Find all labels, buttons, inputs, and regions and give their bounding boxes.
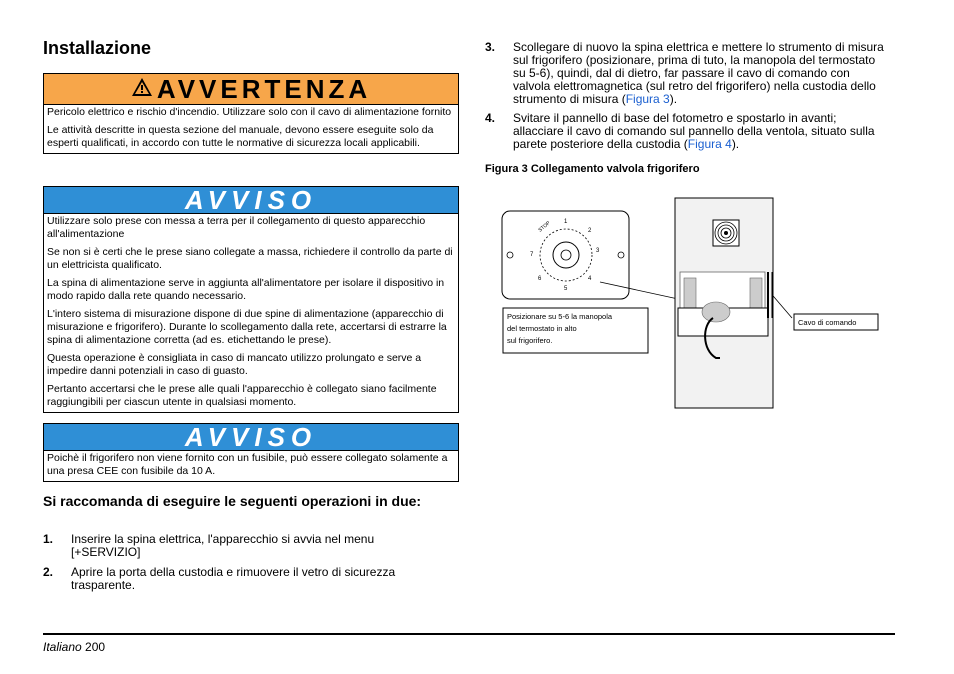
dial-number: 5 xyxy=(564,286,568,292)
notice-title: AVVISO xyxy=(184,421,318,452)
notice-header xyxy=(44,421,458,452)
notice-body xyxy=(44,214,458,412)
notice-paragraph: La spina di alimentazione serve in aggiunta all'alimentatore per isolare il dispositivo in modo rapido dalla rete quando necessario. xyxy=(47,277,445,302)
step-number: 1. xyxy=(43,532,54,546)
notice-paragraph: Poichè il frigorifero non viene fornito con un fusibile, può essere collegato solamente a una presa CEE con fusibile da 10 A. xyxy=(47,452,448,477)
warning-triangle-icon xyxy=(131,77,153,102)
step-number: 4. xyxy=(485,111,496,125)
dial-knob xyxy=(553,242,579,268)
footer-language: Italiano xyxy=(43,640,82,654)
callout-line: del termostato in alto xyxy=(507,324,577,333)
step-number: 2. xyxy=(43,565,54,579)
notice-box-2 xyxy=(43,423,459,482)
step-text: Aprire la porta della custodia e rimuovere il vetro di sicurezza trasparente. xyxy=(71,565,396,592)
callout-line: Posizionare su 5-6 la manopola xyxy=(507,312,613,321)
notice-title: AVVISO xyxy=(184,184,318,215)
notice-paragraph: Pertanto accertarsi che le prese alle quali l'apparecchio è collegato siano facilmente raggiungibili per ciascun utente in qualsiasi momento. xyxy=(47,383,437,408)
notice-box-1 xyxy=(43,186,459,413)
dial-number: 1 xyxy=(564,219,568,225)
figure-3-link[interactable]: Figura 3 xyxy=(625,92,670,106)
page-number: 200 xyxy=(85,640,106,654)
footer xyxy=(43,640,105,654)
notice-paragraph: L'intero sistema di misurazione dispone di due spine di alimentazione (apparecchio di misurazione e frigorifero). Durante lo scollegamento dalla rete, accertarsi di estrarre la spina di alimentazione corretta (ad es. etichettando le prese). xyxy=(47,308,447,346)
notice-paragraph: Questa operazione è consigliata in caso di mancato utilizzo prolungato e serve a impedire danni potenziali in caso di guasto. xyxy=(47,352,422,377)
dial-number: 2 xyxy=(588,228,592,234)
step-text: Inserire la spina elettrica, l'apparecchio si avvia nel menu [+SERVIZIO] xyxy=(71,532,375,559)
figure-caption: Figura 3 Collegamento valvola frigorifero xyxy=(485,163,700,175)
dial-number: 4 xyxy=(588,276,592,282)
callout-line: sul frigorifero. xyxy=(507,336,553,345)
notice-paragraph: Se non si è certi che le prese siano collegate a massa, richiedere il controllo da parte di un elettricista qualificato. xyxy=(47,246,453,271)
warning-body xyxy=(44,105,458,153)
step-text: Scollegare di nuovo la spina elettrica e mettere lo strumento di misura sul frigorifero (posizionare, prima di tuto, la manopola del termostato su 5-6), quindi, dal di dietro, far passare il cavo di comando con valvola elettromagnetica (sul retro del frigorifero) nella custodia dello strumento di misura (Figura 3). xyxy=(513,40,884,106)
figure-4-link[interactable]: Figura 4 xyxy=(687,137,732,151)
warning-header xyxy=(44,74,458,105)
notice-paragraph: Utilizzare solo prese con messa a terra per il collegamento di questo apparecchio all'alimentazione xyxy=(47,215,426,240)
warning-box xyxy=(43,73,459,154)
dial-number: 3 xyxy=(596,248,600,254)
dial-stop-label: STOP xyxy=(537,220,552,234)
dial-number: 6 xyxy=(538,276,542,282)
section-title: Installazione xyxy=(43,38,152,58)
figure-illustration xyxy=(480,190,900,410)
callout-cable-label: Cavo di comando xyxy=(798,318,857,327)
footer-divider xyxy=(43,633,895,635)
notice-header xyxy=(44,184,458,215)
step-number: 3. xyxy=(485,40,496,54)
notice-body xyxy=(44,451,458,481)
warning-paragraph: Pericolo elettrico e rischio d'incendio. Utilizzare solo con il cavo di alimentazione fornito xyxy=(47,106,452,118)
subheading: Si raccomanda di eseguire le seguenti operazioni in due: xyxy=(43,493,422,509)
warning-title: AVVERTENZA xyxy=(156,73,372,104)
warning-paragraph: Le attività descritte in questa sezione del manuale, devono essere eseguite solo da esperti qualificati, in accordo con tutte le normative di sicurezza locali applicabili. xyxy=(47,124,434,149)
step-text: Svitare il pannello di base del fotometro e spostarlo in avanti; allacciare il cavo di comando sul pannello della ventola, situato sulla parete posteriore della custodia (Figura 4). xyxy=(513,111,875,151)
dial-number: 7 xyxy=(530,252,534,258)
